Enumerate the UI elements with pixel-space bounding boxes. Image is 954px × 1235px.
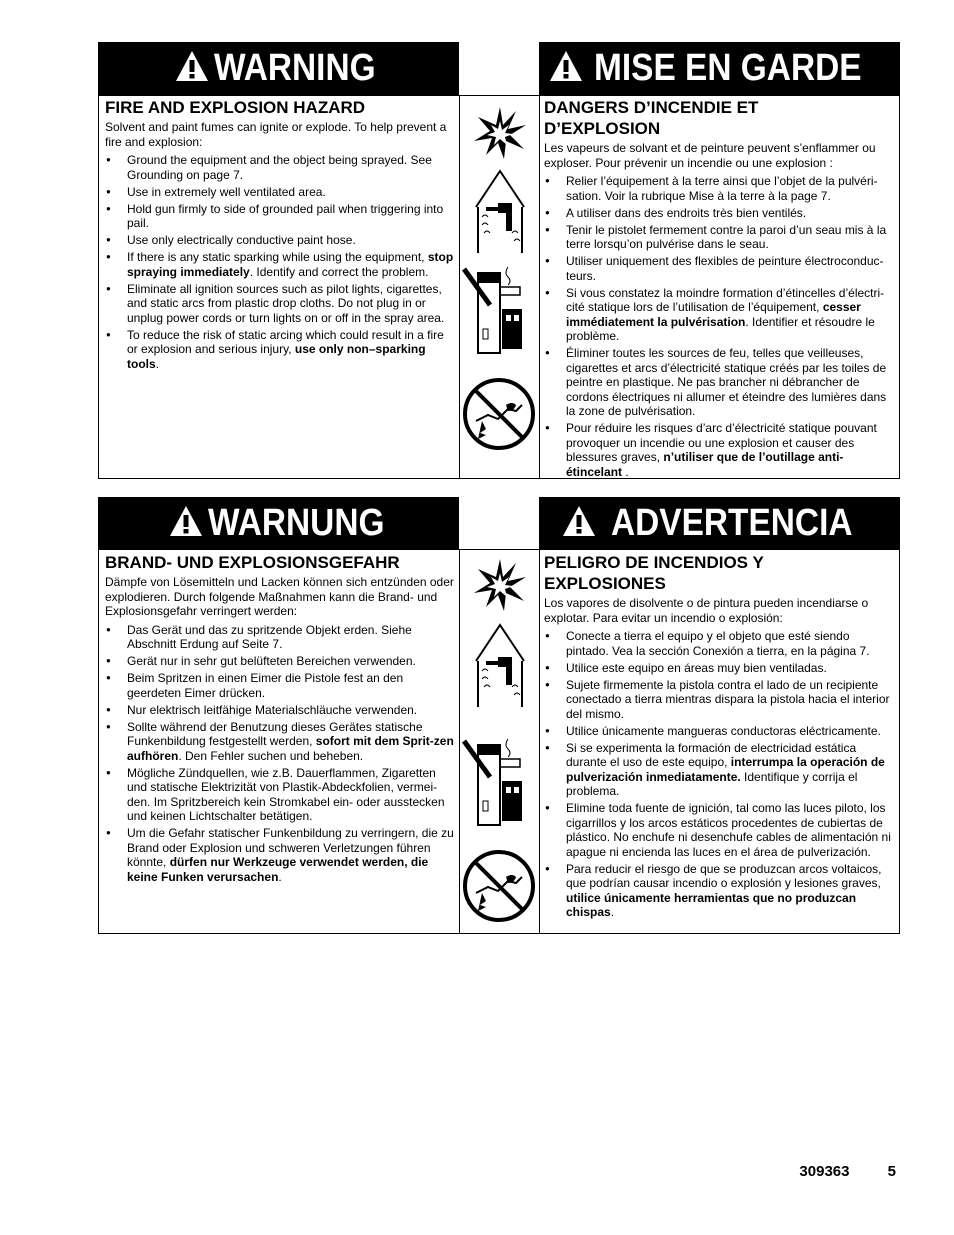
- hazard-list: [544, 629, 894, 920]
- hazard-heading: FIRE AND EXPLOSION HAZARD: [105, 98, 366, 117]
- list-item: ● Beim Spritzen in einen Eimer die Pistole fest an den geerdeten Eimer drücken.: [105, 671, 455, 700]
- advertencia-banner: [539, 497, 900, 549]
- page-footer: [799, 1163, 896, 1180]
- list-item: ● Sollte während der Benutzung dieses Gerätes statische Funkenbildung festgestellt werden, sofort mit dem Sprit-zen aufhören. Den Fehler suchen und beheben.: [105, 720, 455, 764]
- german-warning-section: [105, 552, 455, 887]
- hazard-intro: Solvent and paint fumes can ignite or explode. To help prevent a fire and explosion:: [105, 120, 447, 149]
- banner-title: MISE EN GARDE: [594, 47, 862, 89]
- electrical-outlet-icon: [462, 265, 526, 359]
- icon-column-top: [459, 95, 540, 479]
- warning-triangle-icon: [548, 49, 584, 88]
- list-item: ● Das Gerät und das zu spritzende Objekt erden. Siehe Abschnitt Erdung auf Seite 7.: [105, 623, 455, 652]
- explosion-icon: [472, 105, 528, 161]
- warning-banner: [98, 42, 459, 95]
- warning-triangle-icon: [168, 504, 204, 543]
- icon-column-bottom: [459, 549, 540, 934]
- list-item: ● Um die Gefahr statischer Funkenbildung zu verringern, die zu Brand oder Explosion und schweren Verletzungen führen könnte, dürfen nur Werkzeuge verwendet werden, die keine Funken verursachen.: [105, 826, 455, 884]
- list-item: ● Utilice este equipo en áreas muy bien ventiladas.: [544, 661, 894, 676]
- list-item: ● Utiliser uniquement des flexibles de peinture électroconduc-teurs.: [544, 254, 894, 283]
- list-item: ● Ground the equipment and the object being sprayed. See Grounding on page 7.: [105, 153, 455, 182]
- banner-title: WARNUNG: [208, 501, 385, 544]
- hazard-list: [544, 174, 894, 479]
- list-item: ● Relier l’équipement à la terre ainsi que l’objet de la pulvéri-sation. Voir la rubrique Mise à la terre à la page 7.: [544, 174, 894, 203]
- list-item: ● A utiliser dans des endroits très bien ventilés.: [544, 206, 894, 221]
- hazard-list: [105, 623, 455, 885]
- list-item: ● Mögliche Zündquellen, wie z.B. Dauerflammen, Zigaretten und statische Elektrizität von Plastik-Abdeckfolien, vermei-den. Im Spritzbereich kein Stromkabel ein- oder ausstecken und keinen Lichtschalter betätigen.: [105, 766, 455, 824]
- hazard-list: [105, 153, 455, 371]
- list-item: ● Elimine toda fuente de ignición, tal como las luces piloto, los cigarrillos y los arcos estáticos procedentes de cubiertas de plástico. No enchufe ni desenchufe cables de alimentación ni apague ni encienda las luces en el área de pulverización.: [544, 801, 894, 859]
- warning-triangle-icon: [174, 49, 210, 88]
- hazard-heading: DANGERS D’INCENDIE ET D’EXPLOSION: [544, 98, 759, 138]
- hazard-intro: Dämpfe von Lösemitteln und Lacken können sich entzünden oder explodieren. Durch folgende Maßnahmen kann die Brand- und Explosionsgefahr verringert werden:: [105, 575, 454, 618]
- list-item: ● Gerät nur in sehr gut belüfteten Bereichen verwenden.: [105, 654, 455, 669]
- list-item: ● Conecte a tierra el equipo y el objeto que esté siendo pintado. Vea la sección Conexión a tierra, en la página 7.: [544, 629, 894, 658]
- no-sparking-tools-icon: [462, 849, 536, 923]
- hazard-heading: BRAND- UND EXPLOSIONSGEFAHR: [105, 553, 400, 572]
- explosion-icon: [472, 557, 528, 613]
- list-item: ● To reduce the risk of static arcing which could result in a fire or explosion and serious injury, use only non–sparking tools.: [105, 328, 455, 372]
- list-item: ● Si se experimenta la formación de electricidad estática durante el uso de este equipo, interrumpa la operación de pulverización inmediatamente. Identifique y corrija el problema.: [544, 741, 894, 799]
- list-item: ● Use only electrically conductive paint hose.: [105, 233, 455, 248]
- list-item: ● Sujete firmemente la pistola contra el lado de un recipiente conectado a tierra mientras dispara la pistola hacia el interior del mismo.: [544, 678, 894, 722]
- list-item: ● Éliminer toutes les sources de feu, telles que veilleuses, cigarettes et arcs d’électricité statique créés par les toiles de peintre en plastique. Ne pas brancher ni débrancher de cordons électriques ni allumer et éteindre des lumières dans la zone de pulvérisation.: [544, 346, 894, 419]
- hazard-intro: Los vapores de disolvente o de pintura pueden incendiarse o explotar. Para evitar un incendio o explosión:: [544, 596, 869, 625]
- list-item: ● Nur elektrisch leitfähige Materialschläuche verwenden.: [105, 703, 455, 718]
- list-item: ● Si vous constatez la moindre formation d’étincelles d’électri-cité statique lors de l’utilisation de l’équipement, cesser immédiatement la pulvérisation. Identifier et résoudre le problème.: [544, 286, 894, 344]
- list-item: ● Eliminate all ignition sources such as pilot lights, cigarettes, and static arcs from plastic drop cloths. Do not plug in or unplug power cords or turn lights on or off in the spray area.: [105, 282, 455, 326]
- list-item: ● If there is any static sparking while using the equipment, stop spraying immediately. Identify and correct the problem.: [105, 250, 455, 279]
- banner-title: WARNING: [214, 47, 376, 89]
- spanish-warning-section: [544, 552, 894, 922]
- house-spray-gun-icon: [472, 621, 528, 711]
- list-item: ● Hold gun firmly to side of grounded pail when triggering into pail.: [105, 202, 455, 231]
- list-item: ● Para reducir el riesgo de que se produzcan arcos voltaicos, que podrían causar incendio o explosión y lesiones graves, utilice únicamente herramientas que no produzcan chispas.: [544, 862, 894, 920]
- list-item: ● Pour réduire les risques d’arc d’électricité statique pouvant provoquer un incendie ou une explosion et causer des blessures graves, n’utiliser que de l’outillage anti-étincelant .: [544, 421, 894, 479]
- document-number: 309363: [799, 1163, 850, 1180]
- warning-triangle-icon: [561, 504, 597, 543]
- hazard-intro: Les vapeurs de solvant et de peinture peuvent s’enflammer ou exploser. Pour prévenir un incendie ou une explosion :: [544, 141, 876, 170]
- list-item: ● Utilice únicamente mangueras conductoras eléctricamente.: [544, 724, 894, 739]
- english-warning-section: [105, 97, 455, 374]
- banner-title: ADVERTENCIA: [611, 501, 853, 544]
- page-number: 5: [887, 1163, 896, 1180]
- mise-en-garde-banner: [539, 42, 900, 95]
- house-spray-gun-icon: [472, 167, 528, 257]
- electrical-outlet-icon: [462, 737, 526, 831]
- warnung-banner: [98, 497, 459, 549]
- list-item: ● Tenir le pistolet fermement contre la paroi d’un seau mis à la terre lorsqu’on pulvérise dans le seau.: [544, 223, 894, 252]
- french-warning-section: [544, 97, 894, 482]
- hazard-heading: PELIGRO DE INCENDIOS Y EXPLOSIONES: [544, 553, 764, 593]
- list-item: ● Use in extremely well ventilated area.: [105, 185, 455, 200]
- no-sparking-tools-icon: [462, 377, 536, 451]
